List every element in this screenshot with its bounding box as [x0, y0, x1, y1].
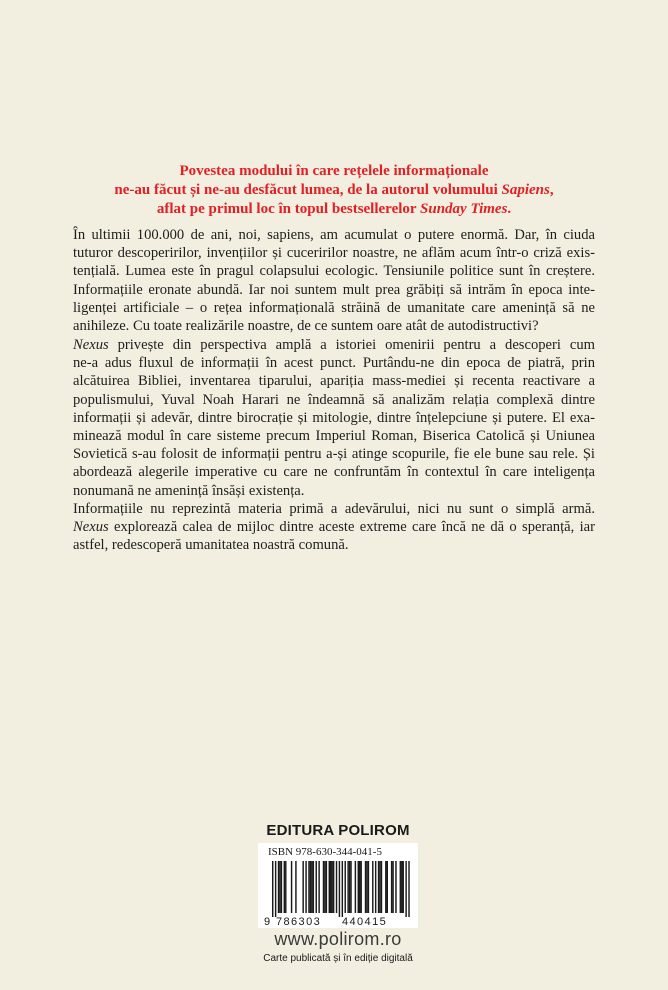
barcode-bar [391, 861, 392, 913]
paragraph-line: astfel, redescoperă umanitatea noastră comună. [73, 537, 349, 554]
barcode-bars [272, 861, 410, 917]
paragraph-line: tențială. Lumea este în pragul colapsului ecologic. Tensiunile politice sunt în creștere. [73, 263, 595, 280]
paragraph-line-text: privește din perspectiva amplă a istoriei omenirii pentru a descoperi cum [108, 337, 595, 353]
paragraph-line: Sovietică s-au folosit de informații pentru a-și atinge scopurile, fie ele bune sau rele. Și [73, 446, 595, 463]
tagline-sunday-times: Sunday Times [420, 201, 508, 217]
barcode-bar [400, 861, 401, 913]
paragraph-line: Informațiile nu reprezintă materia primă a adevărului, nici nu sunt o simplă armă. [73, 501, 595, 517]
barcode-bar [366, 861, 367, 913]
barcode-bar [375, 861, 376, 913]
barcode-bar [359, 861, 360, 913]
paragraph-line [73, 336, 595, 354]
barcode-bar [291, 861, 292, 913]
paragraph-line [73, 518, 595, 536]
barcode-bar [336, 861, 337, 913]
tagline-line-3 [60, 200, 608, 219]
barcode-bar [272, 861, 273, 917]
blurb-paragraph-2 [73, 336, 595, 500]
barcode-bar [342, 861, 343, 917]
tagline [60, 162, 608, 219]
blurb-paragraph-3 [73, 500, 595, 555]
barcode-bar [324, 861, 325, 913]
barcode-bar [395, 861, 396, 913]
barcode-bar [275, 861, 276, 917]
barcode-bar [279, 861, 280, 913]
barcode-bar [339, 861, 340, 917]
barcode-bar [347, 861, 348, 913]
barcode-bar [331, 861, 332, 913]
barcode-bar [323, 861, 324, 913]
barcode-bar [345, 861, 346, 913]
barcode-bar [333, 861, 334, 913]
barcode-bar [387, 861, 388, 913]
publisher-name: EDITURA POLIROM [266, 822, 410, 839]
tagline-line-2 [60, 181, 608, 200]
paragraph-line: ne-a adus fluxul de informații în acest punct. Purtându-ne din epoca de piatră, prin [73, 355, 595, 372]
barcode-bar [381, 861, 382, 913]
barcode-bar [378, 861, 379, 913]
barcode-bar [285, 861, 286, 913]
tagline-line-1: Povestea modului în care rețelele informaționale [179, 163, 489, 179]
tagline-line-3-punct: . [507, 201, 512, 217]
barcode-bar [350, 861, 351, 913]
barcode-bar [330, 861, 331, 913]
barcode-digits-left: 786303 [276, 916, 322, 928]
barcode-bar [278, 861, 279, 913]
barcode-bar [372, 861, 373, 913]
paragraph-line: minează modul în care sisteme precum Imperiul Roman, Biserica Catolică și Uniunea [73, 427, 595, 444]
barcode-bar [310, 861, 311, 913]
paragraph-line: informații și adevăr, dintre birocrație și mitologie, dintre înțelepciune și putere. El exa- [73, 409, 595, 426]
barcode-bar [365, 861, 366, 913]
barcode-bar [308, 861, 309, 913]
barcode-bar [360, 861, 361, 913]
paragraph-line: alcătuirea Bibliei, inventarea tiparului, apariția mass-mediei și recenta reactivare a [73, 373, 595, 390]
paragraph-line: tuturor descoperirilor, invențiilor și cuceririlor noastre, ne aflăm acum într-o criză exis- [73, 245, 595, 262]
tagline-line-2-text: ne-au făcut și ne-au desfăcut lumea, de la autorul volumului [114, 182, 502, 198]
barcode-bar [349, 861, 350, 913]
paragraph-line: În ultimii 100.000 de ani, noi, sapiens, am acumulat o putere enormă. Dar, în ciuda [73, 227, 595, 243]
barcode-bar [295, 861, 296, 913]
nexus-title: Nexus [73, 337, 109, 353]
barcode-bar [313, 861, 314, 913]
paragraph-line: nonumană ne amenință însăși existența. [73, 482, 305, 499]
barcode-bar [302, 861, 303, 913]
paragraph-line: populismului, Yuval Noah Harari ne îndeamnă să analizăm relația complexă dintre [73, 391, 595, 408]
barcode-bar [385, 861, 386, 913]
barcode-bar [379, 861, 380, 913]
barcode-bar [305, 861, 306, 913]
tagline-line-3-text: aflat pe primul loc în topul bestsellerelor [156, 201, 421, 217]
paragraph-line: anihileze. Cu toate realizările noastre, de ce suntem oare atât de autodistructivi? [73, 317, 539, 334]
barcode-bar [284, 861, 285, 913]
barcode-bar [355, 861, 356, 913]
barcode-bar [368, 861, 369, 913]
isbn-number: ISBN 978-630-344-041-5 [268, 846, 382, 858]
barcode-bar [408, 861, 409, 917]
paragraph-line-text: explorează calea de mijloc dintre aceste extreme care încă ne dă o speranță, iar [108, 519, 595, 536]
nexus-title: Nexus [73, 519, 109, 536]
isbn-barcode [258, 843, 418, 928]
tagline-line-2-punct: , [549, 182, 554, 198]
barcode-bar [311, 861, 312, 913]
paragraph-line: ligenței artificiale – o rețea informațională străină de umanitate care amenință să ne [73, 299, 595, 316]
barcode-bar [326, 861, 327, 913]
barcode-bar [281, 861, 282, 913]
blurb-paragraph-1 [73, 226, 595, 335]
digital-edition-note: Carte publicată și în ediție digitală [263, 953, 413, 964]
barcode-bar [316, 861, 317, 913]
barcode-bar [392, 861, 393, 913]
barcode-graphic [258, 859, 418, 928]
barcode-digits-right: 440415 [342, 916, 388, 928]
barcode-bar [318, 861, 319, 913]
barcode-bar [329, 861, 330, 913]
barcode-digit-first: 9 [264, 916, 271, 928]
barcode-bar [403, 861, 404, 913]
paragraph-line: abordează alegerile imperative cu care ne confruntăm în contextul în care inteligența [73, 464, 595, 481]
barcode-bar [358, 861, 359, 913]
paragraph-line: Informațiile eronate abundă. Iar noi suntem mult prea grăbiți să intrăm în epoca inte- [73, 281, 595, 298]
barcode-bar [401, 861, 402, 913]
barcode-bar [405, 861, 406, 917]
publisher-website[interactable]: www.polirom.ro [274, 929, 402, 949]
tagline-sapiens-title: Sapiens [501, 182, 550, 198]
